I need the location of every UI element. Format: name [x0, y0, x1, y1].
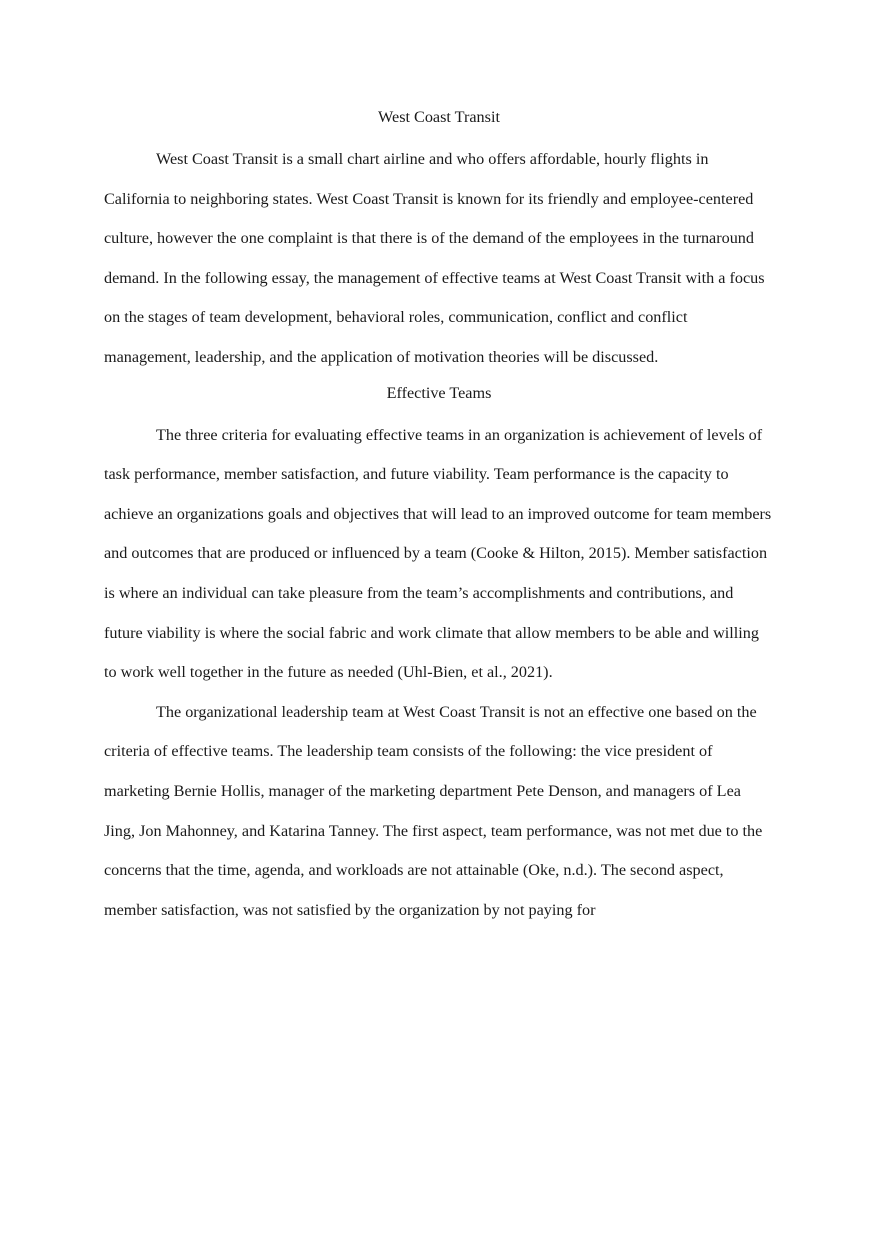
document-body [104, 102, 774, 930]
intro-paragraph: West Coast Transit is a small chart airline and who offers affordable, hourly flights in California to neighboring states. West Coast Transit is known for its friendly and employee-centered culture, however the one complaint is that there is of the demand of the employees in the turnaround demand. In the following essay, the management of effective teams at West Coast Transit with a focus on the stages of team development, behavioral roles, communication, conflict and conflict management, leadership, and the application of motivation theories will be discussed. [104, 150, 765, 366]
effective-teams-paragraph-1: The three criteria for evaluating effective teams in an organization is achievement of levels of task performance, member satisfaction, and future viability. Team performance is the capacity to achieve an organizations goals and objectives that will lead to an improved outcome for team members and outcomes that are produced or influenced by a team (Cooke & Hilton, 2015). Member satisfaction is where an individual can take pleasure from the team’s accomplishments and contributions, and future viability is where the social fabric and work climate that allow members to be able and willing to work well together in the future as needed (Uhl-Bien, et al., 2021). [104, 425, 772, 682]
title-spacer [104, 132, 774, 140]
document-title: West Coast Transit [378, 108, 500, 126]
effective-teams-paragraph-2: The organizational leadership team at West Coast Transit is not an effective one based on the criteria of effective teams. The leadership team consists of the following: the vice president of marketing Bernie Hollis, manager of the marketing department Pete Denson, and managers of Lea Jing, Jon Mahonney, and Katarina Tanney. The first aspect, team performance, was not met due to the concerns that the time, agenda, and workloads are not attainable (Oke, n.d.). The second aspect, member satisfaction, was not satisfied by the organization by not paying for [104, 702, 763, 919]
section-heading-effective-teams: Effective Teams [386, 383, 492, 402]
section-spacer [104, 408, 774, 416]
